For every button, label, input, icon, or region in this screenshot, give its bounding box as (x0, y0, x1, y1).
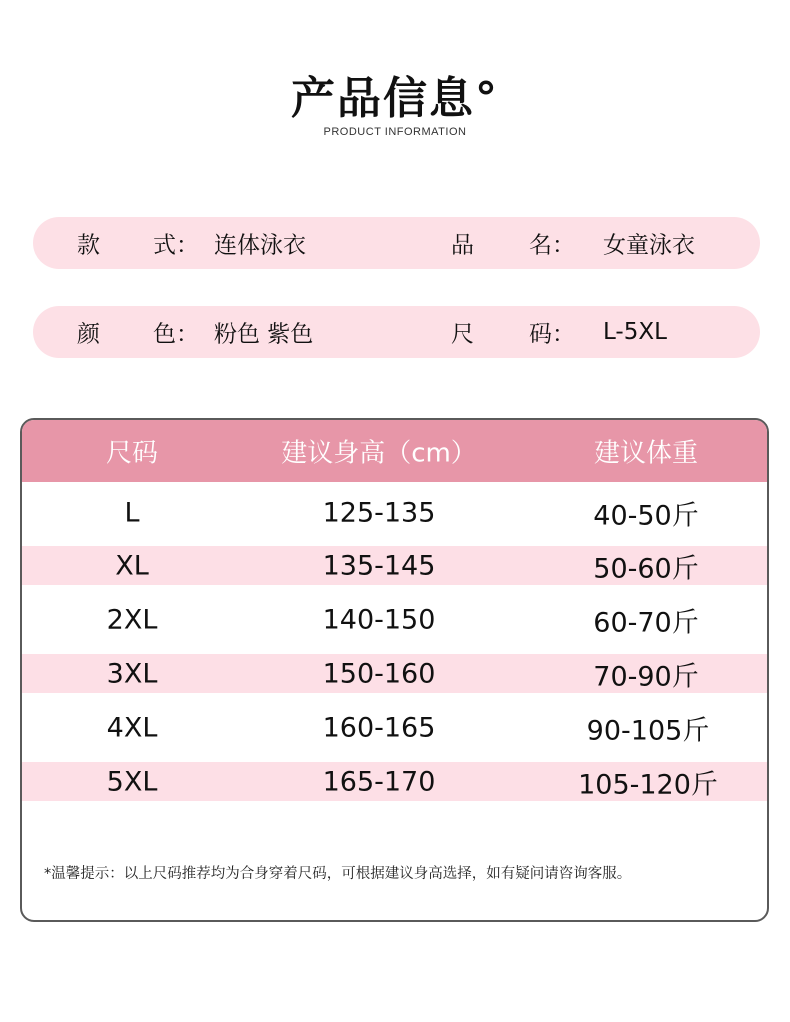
table-row (22, 762, 767, 801)
size-cell: 5XL (106, 766, 158, 797)
page-subtitle: PRODUCT INFORMATION (323, 126, 467, 138)
size-note: *温馨提示：以上尺码推荐均为合身穿着尺码，可根据建议身高选择，如有疑问请咨询客服。 (44, 866, 632, 882)
size-cell: 3XL (106, 658, 158, 689)
height-cell: 140-150 (322, 604, 436, 635)
product-name-value: 女童泳衣 (603, 232, 695, 259)
size-cell: 2XL (106, 604, 158, 635)
size-range-value: L-5XL (603, 319, 667, 345)
header-height: 建议身高（cm） (281, 438, 477, 469)
height-cell: 160-165 (322, 712, 436, 743)
info-row-style-name (33, 217, 760, 269)
weight-cell: 90-105斤 (586, 715, 710, 746)
info-row-color-size (33, 306, 760, 358)
color-label-char-2: 色： (153, 321, 199, 348)
product-name-label-char-2: 名： (529, 232, 575, 259)
size-cell: L (124, 497, 140, 528)
height-cell: 135-145 (322, 550, 436, 581)
height-cell: 165-170 (322, 766, 436, 797)
size-chart-table (20, 418, 769, 922)
size-table-header (22, 420, 767, 482)
weight-cell: 50-60斤 (593, 553, 699, 584)
table-row (22, 600, 767, 639)
page-title: 产品信息° (291, 73, 499, 124)
size-label-char-2: 码： (529, 321, 575, 348)
product-name-label-char-1: 品 (451, 232, 474, 259)
header-weight: 建议体重 (593, 438, 699, 469)
table-row (22, 493, 767, 532)
weight-cell: 70-90斤 (593, 661, 699, 692)
color-label-char-1: 颜 (77, 321, 100, 348)
weight-cell: 105-120斤 (578, 769, 718, 800)
size-label-char-1: 尺 (451, 321, 474, 348)
height-cell: 125-135 (322, 497, 436, 528)
table-row (22, 654, 767, 693)
color-value: 粉色 紫色 (214, 321, 314, 348)
weight-cell: 40-50斤 (593, 500, 699, 531)
height-cell: 150-160 (322, 658, 436, 689)
style-label-char-2: 式： (153, 232, 199, 259)
weight-cell: 60-70斤 (593, 607, 699, 638)
size-cell: XL (115, 550, 149, 581)
size-cell: 4XL (106, 712, 158, 743)
table-row (22, 546, 767, 585)
header-size: 尺码 (105, 438, 159, 469)
style-value: 连体泳衣 (214, 232, 306, 259)
table-row (22, 708, 767, 747)
style-label-char-1: 款 (77, 232, 100, 259)
